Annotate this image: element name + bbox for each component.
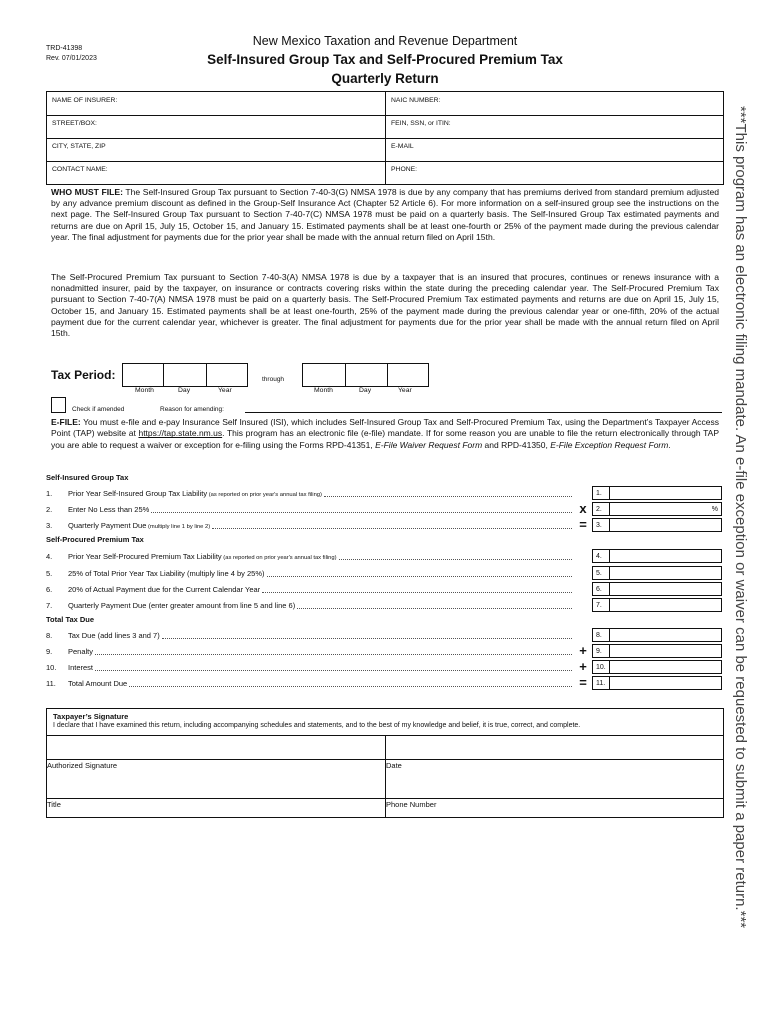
tax-period-label: Tax Period: [51,368,116,382]
line-label: 25% of Total Prior Year Tax Liability (multiply line 4 by 25%) [68,569,265,578]
line-box-number: 1. [592,486,610,500]
line-box-number: 2. [592,502,610,516]
efile-text-1: You must e-file and e-pay Insurance Self Insured (ISI), which includes Self-Insured Group Tax and Self-Procured Premium Tax, using the Department’s Taxpayer Access Point (TAP) website at [51,417,719,439]
line-description [68,663,93,672]
check-if-amended-label: Check if amended [72,406,125,413]
line-description [68,552,337,561]
info-row-street [47,115,723,139]
line-box-number: 10. [592,660,610,674]
amended-checkbox[interactable] [51,397,66,413]
efile-text-2: . This program has an electronic file (e-file) mandate. If for some reason you are unable to file the return electronically through TAP you are able to request a waiver or exception for e-filing using the Forms RPD-41351, [51,428,719,450]
title-line-1: Self-Insured Group Tax and Self-Procured Premium Tax [207,52,563,67]
fein-field[interactable]: FEIN, SSN, or ITIN: [391,120,451,127]
dotted-leader [95,670,572,671]
form-revision: Rev. 07/01/2023 [46,55,97,62]
start-month-caption: Month [135,387,154,394]
dotted-leader [212,528,572,529]
dotted-leader [95,654,572,655]
line-label: 20% of Actual Payment due for the Current Calendar Year [68,585,261,594]
percent-suffix: % [711,506,718,513]
line-description [68,679,127,688]
email-field[interactable]: E-MAIL [391,143,414,150]
info-row-contact [47,161,723,184]
section-self-procured: Self-Procured Premium Tax [46,535,144,544]
signature-declaration: I declare that I have examined this return, including accompanying schedules and statements, and to the best of my knowledge and belief, it is true, correct, and complete. [53,722,581,729]
phone-number-label: Phone Number [386,800,437,809]
line-box-number: 9. [592,644,610,658]
line-number: 1. [46,489,53,498]
efile-waiver-form: E-File Waiver Request Form [375,439,483,450]
line-box-number: 4. [592,549,610,563]
efile-paragraph [51,417,719,451]
line-amount-input[interactable] [610,676,722,690]
start-year-input[interactable] [206,363,248,387]
operator-symbol: = [579,675,587,690]
form-number: TRD-41398 [46,45,83,52]
operator-symbol: = [579,517,587,532]
line-label: Penalty [68,647,94,656]
line-description [68,585,260,594]
authorized-signature-label: Authorized Signature [47,761,118,770]
section-total-tax-due: Total Tax Due [46,615,95,624]
insurer-info-box [46,91,724,185]
form-title [0,50,770,88]
operator-symbol: x [579,501,587,516]
line-amount-input[interactable] [610,582,722,596]
efile-exception-form: E-File Exception Request Form [550,439,669,450]
line-label: Prior Year Self-Insured Group Tax Liability [68,489,208,498]
dotted-leader [151,512,572,513]
line-amount-input[interactable] [610,518,722,532]
through-label: through [262,376,285,383]
line-description [68,631,160,640]
phone-field[interactable]: PHONE: [391,166,418,173]
line-label: Prior Year Self-Procured Premium Tax Liability [68,552,222,561]
line-amount-input[interactable] [610,628,722,642]
info-row-city [47,138,723,162]
name-of-insurer-field[interactable]: NAME OF INSURER: [52,97,118,104]
end-month-caption: Month [314,387,333,394]
who-must-file-heading: WHO MUST FILE: [51,187,123,197]
line-number: 6. [46,585,53,594]
dotted-leader [129,686,572,687]
line-number: 4. [46,552,53,561]
line-label: Quarterly Payment Due (enter greater amount from line 5 and line 6) [68,601,296,610]
line-box-number: 5. [592,566,610,580]
line-number: 10. [46,663,57,672]
tap-link[interactable]: https://tap.state.nm.us [138,428,223,439]
signature-box [46,708,724,818]
naic-number-field[interactable]: NAIC NUMBER: [391,97,441,104]
dotted-leader [267,576,573,577]
dotted-leader [324,496,572,497]
efile-mandate-side-note: ***This program has an electronic filing mandate. An e-file exception or waiver can be requested to submit a paper return.*** [732,106,749,929]
line-amount-input[interactable] [610,566,722,580]
line-box-number: 8. [592,628,610,642]
operator-symbol: + [579,643,587,658]
line-label: Interest [68,663,94,672]
line-note: (as reported on prior year's annual tax filing) [221,555,337,561]
line-amount-input[interactable] [610,502,722,516]
end-day-input[interactable] [345,363,388,387]
line-number: 11. [46,679,56,688]
line-box-number: 6. [592,582,610,596]
line-description [68,647,93,656]
end-year-input[interactable] [387,363,429,387]
line-number: 5. [46,569,53,578]
department-name: New Mexico Taxation and Revenue Department [252,34,518,48]
signature-heading: Taxpayer’s Signature [53,712,129,721]
reason-for-amending-label: Reason for amending: [160,406,224,413]
street-box-field[interactable]: STREET/BOX: [52,120,97,127]
efile-text-3: and RPD-41350, [482,439,551,450]
line-number: 7. [46,601,53,610]
dotted-leader [297,608,572,609]
line-description [68,521,210,530]
line-number: 2. [46,505,53,514]
end-month-input[interactable] [302,363,346,387]
line-description [68,505,149,514]
efile-heading: E-FILE: [51,417,81,427]
line-label: Tax Due (add lines 3 and 7) [68,631,160,640]
date-label: Date [386,761,402,770]
line-amount-input[interactable] [610,644,722,658]
line-description [68,569,265,578]
city-state-zip-field[interactable]: CITY, STATE, ZIP [52,143,106,150]
line-description [68,489,322,498]
line-label: Enter No Less than 25% [68,505,150,514]
line-amount-input[interactable] [610,486,722,500]
line-number: 8. [46,631,53,640]
end-year-caption: Year [398,387,412,394]
line-amount-input[interactable] [610,598,722,612]
line-note: (as reported on prior year's annual tax filing) [207,492,322,498]
who-must-file-paragraph [51,187,719,243]
line-box-number: 3. [592,518,610,532]
title-line[interactable] [47,798,723,799]
who-must-file-text: The Self-Insured Group Tax pursuant to Section 7-40-3(G) NMSA 1978 is due by any company that has premiums derived from standard premium adjusted by any advance premium discount as defined in the Group-Self Insurance Act (Chapter 52 Article 6). For more information on a self-insured group see the instructions on the next page. The Self-Insured Group Tax pursuant to Section 7-40-7(C) NMSA 1978 must be paid on a quarterly basis. The Self-Insured Group Tax estimated payments and returns are due on April 15, July 15, October 15, and January 15. Estimated payments shall be at least one-fourth or 25% of the payment made during the previous calendar year. The final adjustment for payments due for the prior year shall be made with the annual return filed on April 15th. [51,187,720,242]
section-self-insured: Self-Insured Group Tax [46,473,129,482]
line-amount-input[interactable] [610,549,722,563]
start-month-input[interactable] [122,363,164,387]
line-number: 3. [46,521,53,530]
line-label: Quarterly Payment Due [68,521,147,530]
efile-text-4: . [668,439,671,450]
title-label: Title [47,800,61,809]
line-description [68,601,295,610]
info-row-insurer [47,92,723,116]
reason-for-amending-input[interactable] [245,412,722,413]
start-year-caption: Year [218,387,232,394]
end-day-caption: Day [359,387,372,394]
dotted-leader [262,592,572,593]
start-day-caption: Day [178,387,191,394]
dotted-leader [162,638,572,639]
line-label: Total Amount Due [68,679,128,688]
line-box-number: 11. [592,676,610,690]
line-box-number: 7. [592,598,610,612]
line-note: (multiply line 1 by line 2) [146,524,211,530]
contact-name-field[interactable]: CONTACT NAME: [52,166,108,173]
title-line-2: Quarterly Return [331,71,439,86]
authorized-signature-line[interactable] [47,759,723,760]
start-day-input[interactable] [163,363,207,387]
line-number: 9. [46,647,53,656]
line-amount-input[interactable] [610,660,722,674]
operator-symbol: + [579,659,587,674]
self-procured-paragraph: The Self-Procured Premium Tax pursuant to Section 7-40-3(A) NMSA 1978 is due by a taxpayer that is an insured that procures, continues or renews insurance with a nonadmitted insurer, paid by the taxpayer, on insurance or contracts covering risks within the state during the preceding calendar year. The Self-Procured Premium Tax pursuant to Section 7-40-7(A) NMSA 1978 must be paid on a quarterly basis. The Self-Procured Premium Tax estimated payments and returns are due on April 15, July 15, October 15, and January 15. Estimated payments shall be at least one-fourth, 25% of the payment made during the previous calendar year or one-fifth, 20% of the actual payment due for the current calendar year, whichever is greater. The final adjustment for payments due for the prior year shall be made with the annual return filed on April 15th. [51,272,719,339]
dotted-leader [339,559,572,560]
